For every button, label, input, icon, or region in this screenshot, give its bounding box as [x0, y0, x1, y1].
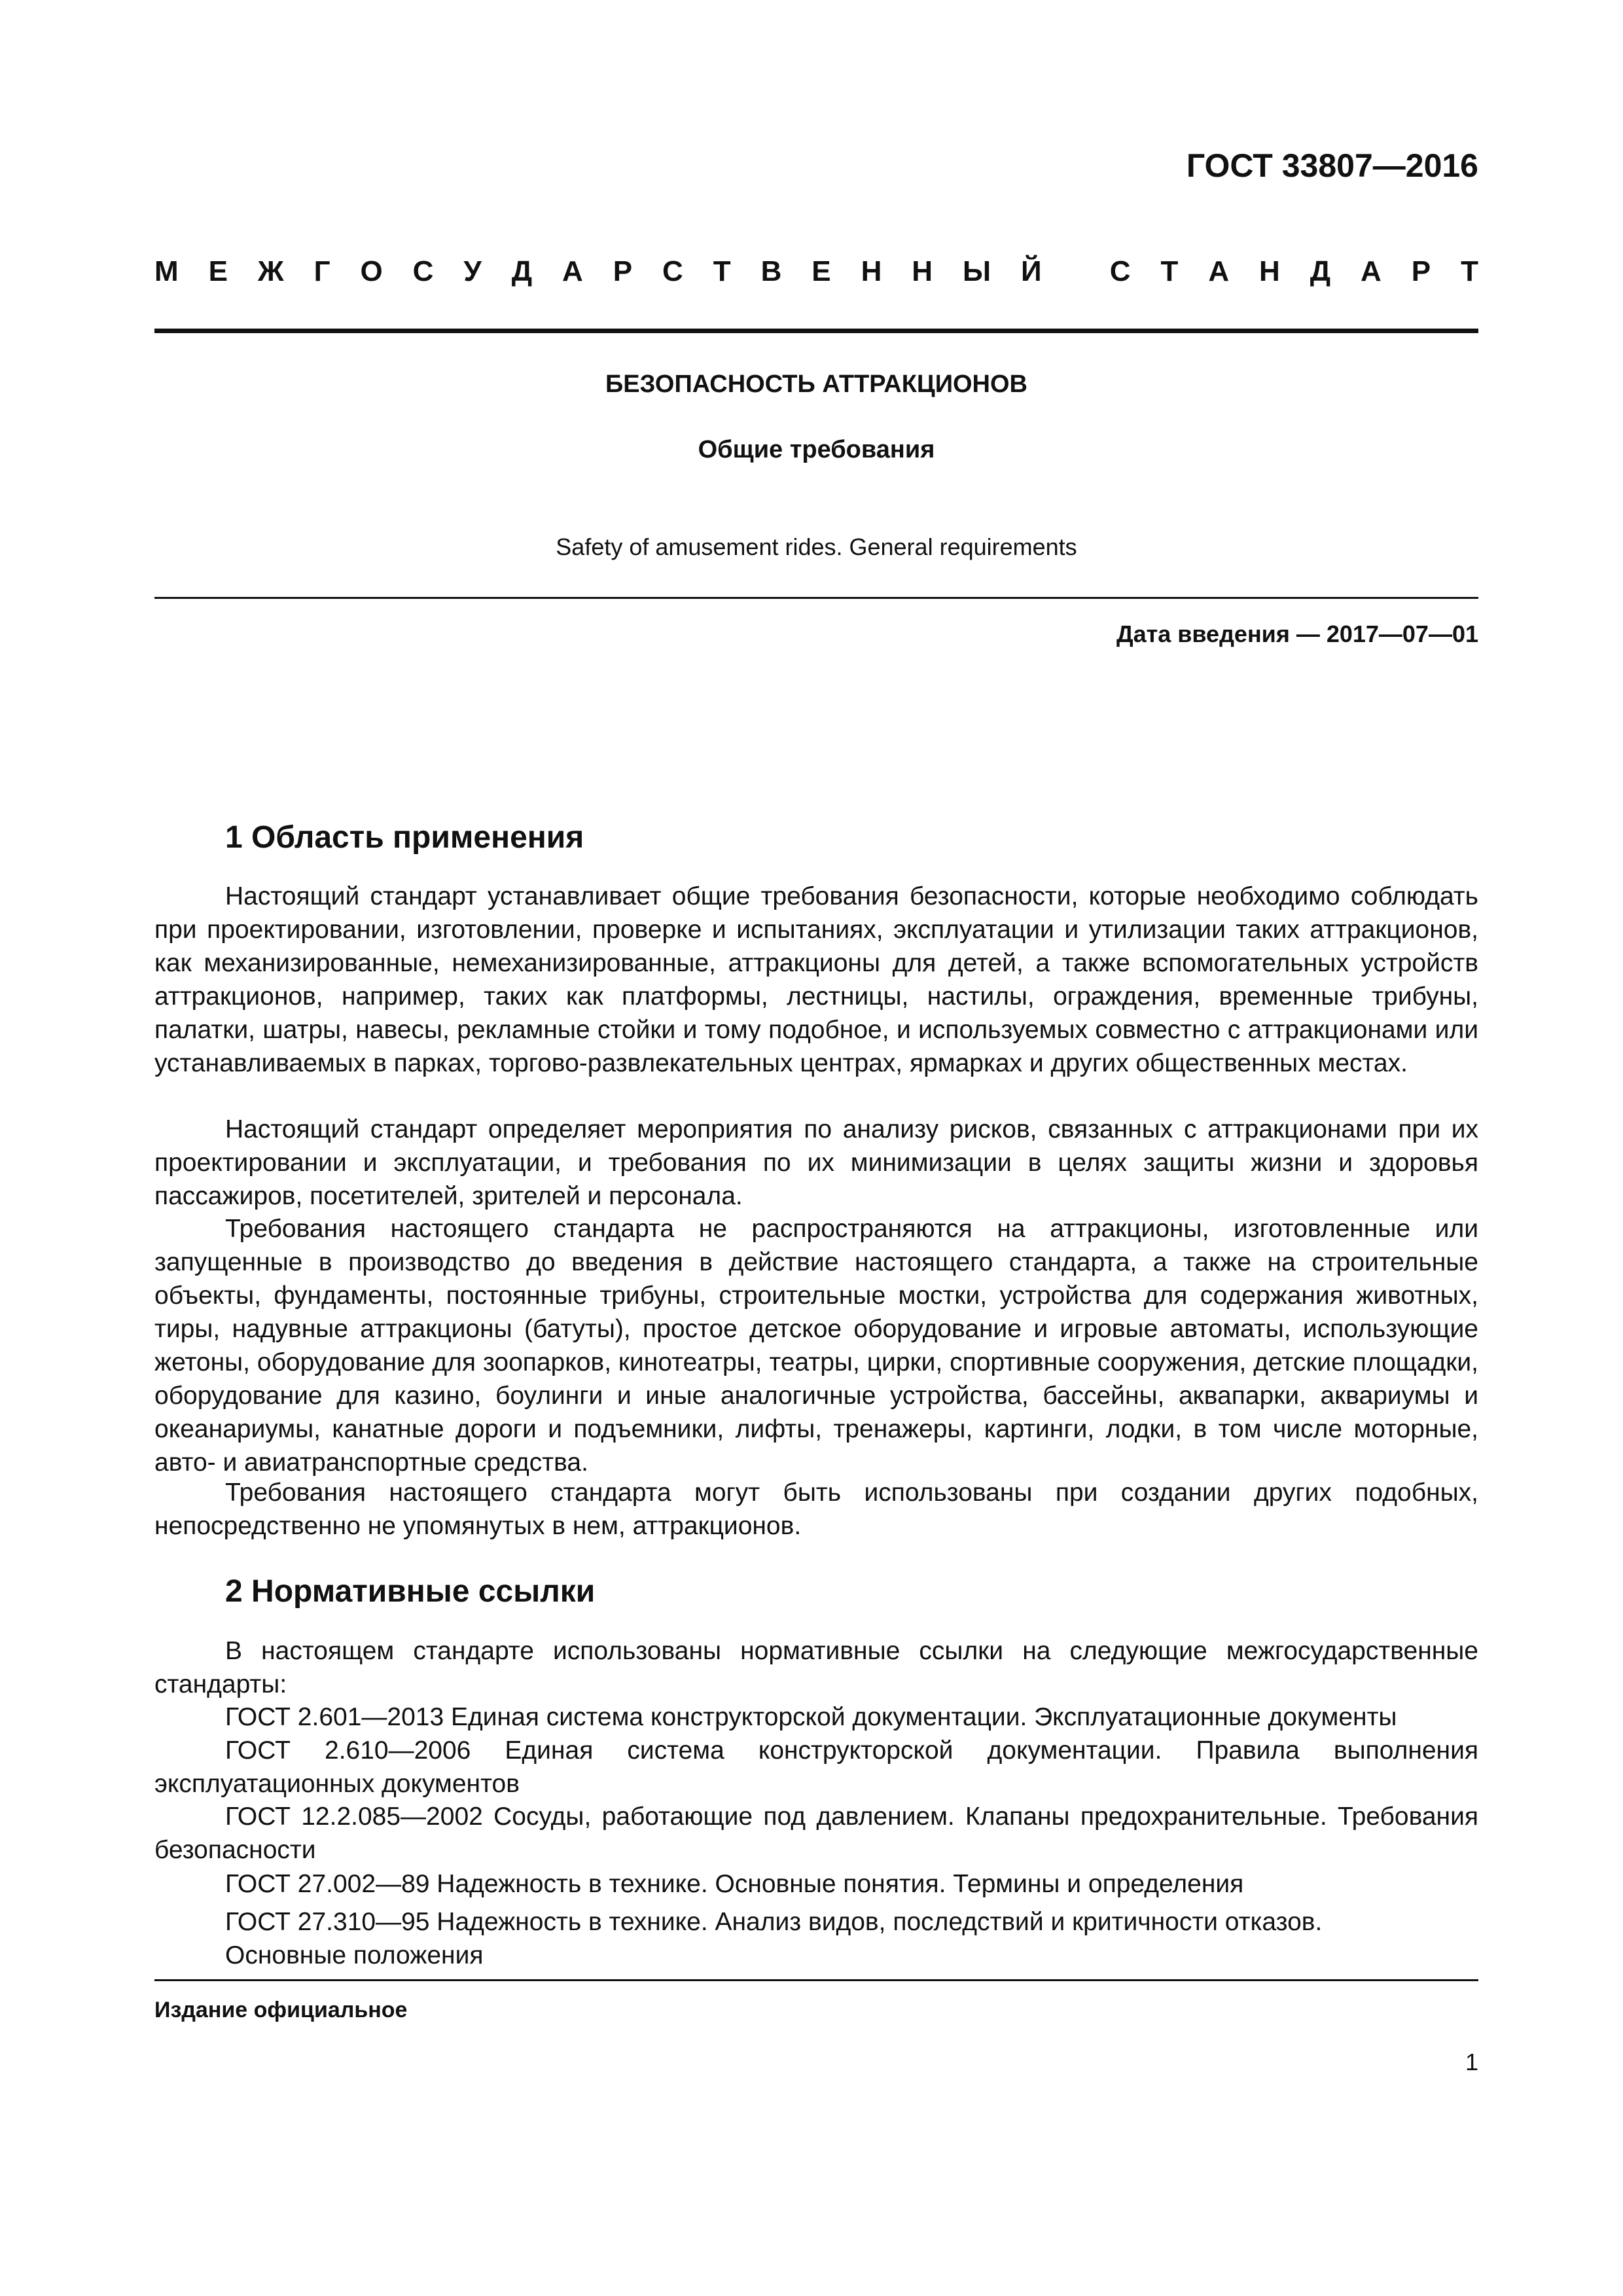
normative-reference: ГОСТ 2.610—2006 Единая система конструкторской документации. Правила выполнения эксплуатационных документов: [154, 1736, 1478, 1798]
heading-letter: Ы: [963, 255, 991, 287]
heading-letter: Д: [511, 255, 533, 287]
heading-letter: Н: [912, 255, 933, 287]
section-1-heading: 1 Область применения: [225, 820, 584, 855]
heading-letter: У: [463, 255, 482, 287]
section-1-paragraph: Требования настоящего стандарта не распространяются на аттракционы, изготовленные или запущенные в производство до введения в действие настоящего стандарта, а также на строительные объекты, фундаменты, постоянные трибуны, строительные мостки, устройства для содержания животных, тиры, надувные аттракционы (батуты), простое детское оборудование и игровые автоматы, использующие жетоны, оборудование для зоопарков, кинотеатры, театры, цирки, спортивные сооружения, детские площадки, оборудование для казино, боулинги и иные аналогичные устройства, бассейны, аквапарки, аквариумы и океанариумы, канатные дороги и подъемники, лифты, тренажеры, картинги, лодки, в том числе моторные, авто- и авиатранспортные средства.: [154, 1215, 1478, 1477]
gost-number: ГОСТ 33807—2016: [1186, 147, 1478, 184]
heading-letter: А: [1361, 255, 1382, 287]
heading-letter: Т: [1461, 255, 1478, 287]
standard-type-heading: [154, 255, 1478, 288]
heading-letter: А: [1208, 255, 1230, 287]
header-rule: [154, 329, 1478, 333]
official-edition-label: Издание официальное: [154, 1998, 408, 2022]
heading-letter: Н: [1259, 255, 1280, 287]
normative-reference: ГОСТ 2.601—2013 Единая система конструкторской документации. Эксплуатационные документы: [225, 1703, 1397, 1731]
heading-letter: Е: [812, 255, 831, 287]
heading-letter: М: [154, 255, 179, 287]
section-1-paragraph: Настоящий стандарт устанавливает общие требования безопасности, которые необходимо соблюдать при проектировании, изготовлении, проверке и испытаниях, эксплуатации и утилизации таких аттракционов, как механизированные, немеханизированные, аттракционы для детей, а также вспомогательных устройств аттракционов, например, таких как платформы, лестницы, настилы, ограждения, временные трибуны, палатки, шатры, навесы, рекламные стойки и тому подобное, и используемых совместно с аттракционами или устанавливаемых в парках, торгово-развлекательных центрах, ярмарках и других общественных местах.: [154, 882, 1478, 1077]
heading-letter: Д: [1310, 255, 1331, 287]
heading-letter: Е: [208, 255, 228, 287]
page-number: 1: [1465, 2049, 1478, 2075]
footer-rule: [154, 1979, 1478, 1981]
introduction-date: Дата введения — 2017—07—01: [1116, 620, 1478, 647]
title-rule: [154, 597, 1478, 599]
section-2-heading: 2 Нормативные ссылки: [225, 1574, 596, 1609]
heading-letter: А: [562, 255, 583, 287]
heading-letter: Р: [613, 255, 633, 287]
heading-word-gap: [1072, 255, 1080, 288]
heading-letter: Т: [1160, 255, 1179, 287]
normative-reference: ГОСТ 12.2.085—2002 Сосуды, работающие под давлением. Клапаны предохранительные. Требования безопасности: [154, 1803, 1478, 1864]
heading-letter: Р: [1411, 255, 1431, 287]
normative-reference: ГОСТ 27.002—89 Надежность в технике. Основные понятия. Термины и определения: [225, 1870, 1244, 1898]
heading-letter: Т: [713, 255, 731, 287]
heading-letter: Й: [1021, 255, 1042, 287]
section-2-intro: В настоящем стандарте использованы нормативные ссылки на следующие межгосударственные стандарты:: [154, 1637, 1478, 1698]
document-title: БЕЗОПАСНОСТЬ АТТРАКЦИОНОВ: [605, 370, 1028, 398]
section-1-paragraph: Настоящий стандарт определяет мероприятия по анализу рисков, связанных с аттракционами при их проектировании и эксплуатации, и требования по их минимизации в целях защиты жизни и здоровья пассажиров, посетителей, зрителей и персонала.: [154, 1115, 1478, 1210]
heading-letter: О: [360, 255, 383, 287]
document-subtitle: Общие требования: [698, 436, 935, 463]
heading-letter: Н: [861, 255, 882, 287]
heading-letter: С: [412, 255, 434, 287]
heading-letter: С: [662, 255, 683, 287]
section-1-paragraph: Требования настоящего стандарта могут быть использованы при создании других подобных, непосредственно не упомянутых в нем, аттракционов.: [154, 1479, 1478, 1540]
english-title: Safety of amusement rides. General requirements: [556, 533, 1077, 560]
heading-letter: Ж: [257, 255, 284, 287]
heading-letter: В: [760, 255, 782, 287]
heading-letter: С: [1109, 255, 1131, 287]
normative-reference: ГОСТ 27.310—95 Надежность в технике. Анализ видов, последствий и критичности отказов.: [225, 1908, 1323, 1936]
heading-letter: Г: [313, 255, 330, 287]
normative-reference-continuation: Основные положения: [225, 1941, 484, 1969]
